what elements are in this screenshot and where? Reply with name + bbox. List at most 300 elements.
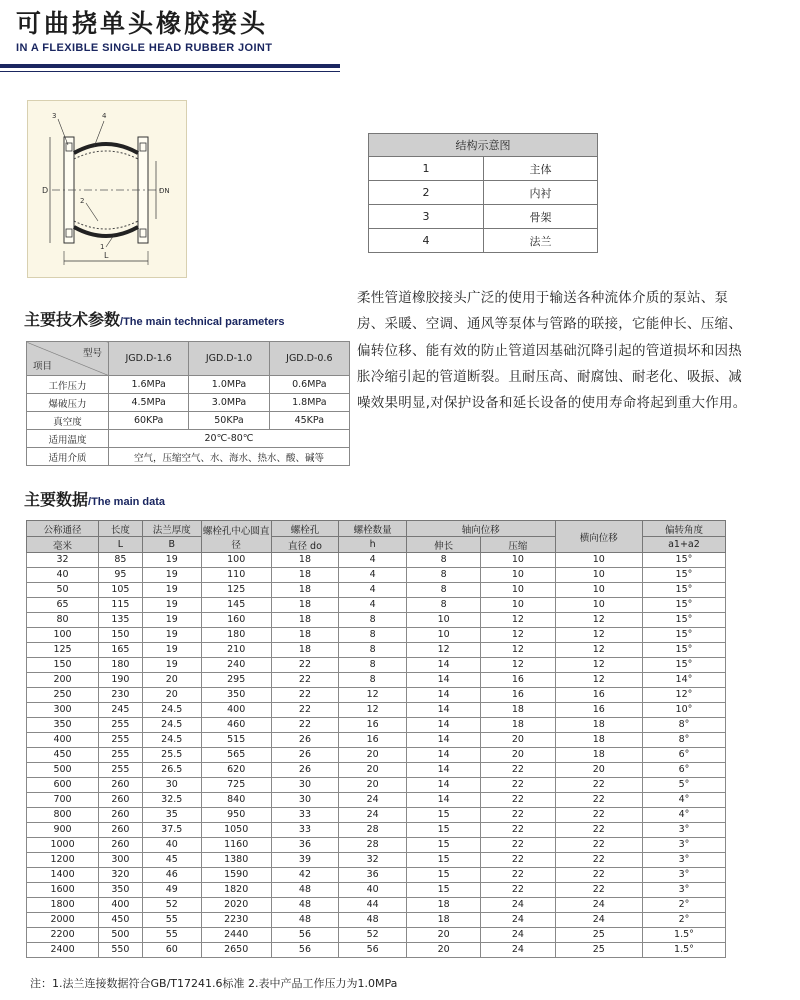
table-cell: 110 <box>201 568 271 583</box>
table-cell: 52 <box>339 928 407 943</box>
table-cell: 20 <box>142 688 201 703</box>
table-cell: 40 <box>339 883 407 898</box>
table-cell: 1400 <box>27 868 99 883</box>
table-cell: 160 <box>201 613 271 628</box>
table-cell: 12 <box>555 673 642 688</box>
table-cell: 46 <box>142 868 201 883</box>
table-cell: 460 <box>201 718 271 733</box>
table-cell: 2° <box>642 913 725 928</box>
table-cell: 550 <box>99 943 143 958</box>
diagram-label-3: 3 <box>52 112 57 120</box>
table-cell: 24.5 <box>142 718 201 733</box>
page-title: 可曲挠单头橡胶接头 <box>16 9 269 38</box>
footnote: 注：1.法兰连接数据符合GB/T17241.6标准 2.表中产品工作压力为1.0MPa <box>30 977 398 990</box>
table-cell: 56 <box>271 943 339 958</box>
table-row <box>27 778 726 793</box>
table-cell: 19 <box>142 598 201 613</box>
table-row: 4 法兰 <box>369 229 598 253</box>
table-cell: 150 <box>27 658 99 673</box>
table-cell: 800 <box>27 808 99 823</box>
table-cell: 20 <box>481 748 555 763</box>
table-cell: 5° <box>642 778 725 793</box>
table-row <box>27 898 726 913</box>
table-cell: 1200 <box>27 853 99 868</box>
model-header: JGD.D-0.6 <box>269 342 349 376</box>
table-cell: 48 <box>271 913 339 928</box>
table-cell: 15° <box>642 583 725 598</box>
table-row: 3 骨架 <box>369 205 598 229</box>
table-cell: 24.5 <box>142 733 201 748</box>
table-cell: 18 <box>555 748 642 763</box>
table-cell: 260 <box>99 823 143 838</box>
rubber-body-bottom <box>74 227 138 236</box>
table-row: 适用介质 空气，压缩空气、水、海水、热水、酸、碱等 <box>27 448 350 466</box>
table-cell: 10 <box>555 553 642 568</box>
table-cell: 18 <box>481 703 555 718</box>
table-cell: 125 <box>201 583 271 598</box>
table-cell: 20 <box>481 733 555 748</box>
table-cell: 22 <box>271 718 339 733</box>
table-cell: 25.5 <box>142 748 201 763</box>
table-cell: 255 <box>99 748 143 763</box>
table-cell: 18 <box>271 598 339 613</box>
table-cell: 36 <box>339 868 407 883</box>
table-cell: 22 <box>555 808 642 823</box>
table-cell: 3° <box>642 838 725 853</box>
table-cell: 32 <box>339 853 407 868</box>
table-cell: 2200 <box>27 928 99 943</box>
table-cell: 32.5 <box>142 793 201 808</box>
table-cell: 12 <box>481 628 555 643</box>
table-row <box>27 583 726 598</box>
table-cell: 210 <box>201 643 271 658</box>
table-cell: 135 <box>99 613 143 628</box>
table-cell: 37.5 <box>142 823 201 838</box>
table-cell: 4 <box>339 568 407 583</box>
table-cell: 18 <box>271 643 339 658</box>
table-cell: 18 <box>271 568 339 583</box>
table-cell: 14 <box>407 718 481 733</box>
table-cell: 22 <box>271 673 339 688</box>
table-cell: 26 <box>271 748 339 763</box>
table-cell: 145 <box>201 598 271 613</box>
table-cell: 19 <box>142 583 201 598</box>
table-cell: 320 <box>99 868 143 883</box>
table-cell: 4 <box>339 553 407 568</box>
table-cell: 12 <box>481 658 555 673</box>
table-cell: 3° <box>642 868 725 883</box>
table-cell: 250 <box>27 688 99 703</box>
table-cell: 6° <box>642 763 725 778</box>
table-cell: 52 <box>142 898 201 913</box>
table-cell: 22 <box>481 778 555 793</box>
table-cell: 12 <box>555 628 642 643</box>
table-cell: 725 <box>201 778 271 793</box>
table-cell: 42 <box>271 868 339 883</box>
table-cell: 105 <box>99 583 143 598</box>
table-cell: 2020 <box>201 898 271 913</box>
table-cell: 19 <box>142 658 201 673</box>
table-row <box>27 658 726 673</box>
table-cell: 900 <box>27 823 99 838</box>
table-cell: 2° <box>642 898 725 913</box>
model-header: JGD.D-1.0 <box>189 342 269 376</box>
table-cell: 15° <box>642 553 725 568</box>
table-cell: 165 <box>99 643 143 658</box>
table-cell: 20 <box>142 673 201 688</box>
table-cell: 15 <box>407 868 481 883</box>
table-cell: 1820 <box>201 883 271 898</box>
table-cell: 24 <box>481 913 555 928</box>
table-cell: 15° <box>642 598 725 613</box>
table-cell: 400 <box>27 733 99 748</box>
table-row <box>27 748 726 763</box>
table-cell: 12 <box>481 643 555 658</box>
title-block <box>16 8 336 54</box>
table-cell: 14 <box>407 733 481 748</box>
table-cell: 4° <box>642 808 725 823</box>
table-cell: 450 <box>99 913 143 928</box>
table-cell: 18 <box>271 613 339 628</box>
table-cell: 18 <box>407 898 481 913</box>
table-cell: 18 <box>271 553 339 568</box>
table-cell: 15° <box>642 613 725 628</box>
table-cell: 50 <box>27 583 99 598</box>
table-cell: 8 <box>407 598 481 613</box>
table-cell: 300 <box>99 853 143 868</box>
table-row <box>27 673 726 688</box>
table-cell: 25 <box>555 928 642 943</box>
table-cell: 1380 <box>201 853 271 868</box>
table-cell: 56 <box>339 943 407 958</box>
table-cell: 125 <box>27 643 99 658</box>
table-row: 2 内衬 <box>369 181 598 205</box>
table-cell: 28 <box>339 838 407 853</box>
table-cell: 14 <box>407 793 481 808</box>
table-cell: 3° <box>642 883 725 898</box>
table-cell: 14 <box>407 763 481 778</box>
table-row: 适用温度 20℃-80℃ <box>27 430 350 448</box>
table-row <box>27 688 726 703</box>
table-cell: 20 <box>407 943 481 958</box>
table-cell: 22 <box>555 838 642 853</box>
table-cell: 6° <box>642 748 725 763</box>
table-cell: 8 <box>339 613 407 628</box>
table-cell: 26.5 <box>142 763 201 778</box>
table-cell: 22 <box>555 778 642 793</box>
table-row <box>27 823 726 838</box>
model-header: JGD.D-1.6 <box>109 342 189 376</box>
table-cell: 8 <box>339 673 407 688</box>
table-cell: 35 <box>142 808 201 823</box>
structure-table-title: 结构示意图 <box>369 134 598 157</box>
table-cell: 10 <box>481 583 555 598</box>
table-cell: 33 <box>271 823 339 838</box>
table-cell: 8 <box>407 568 481 583</box>
table-cell: 22 <box>555 853 642 868</box>
table-cell: 3° <box>642 823 725 838</box>
table-cell: 240 <box>201 658 271 673</box>
table-cell: 15 <box>407 808 481 823</box>
corner-header: 型号 项目 <box>27 342 109 376</box>
table-row <box>27 838 726 853</box>
table-cell: 3° <box>642 853 725 868</box>
table-cell: 500 <box>99 928 143 943</box>
table-cell: 8 <box>339 628 407 643</box>
table-cell: 500 <box>27 763 99 778</box>
table-cell: 8 <box>339 643 407 658</box>
table-cell: 60 <box>142 943 201 958</box>
table-row <box>27 913 726 928</box>
table-cell: 26 <box>271 763 339 778</box>
table-row <box>27 943 726 958</box>
table-cell: 20 <box>339 778 407 793</box>
table-cell: 33 <box>271 808 339 823</box>
table-cell: 24 <box>481 943 555 958</box>
table-cell: 1.5° <box>642 943 725 958</box>
table-cell: 14 <box>407 703 481 718</box>
table-cell: 14° <box>642 673 725 688</box>
table-cell: 44 <box>339 898 407 913</box>
table-cell: 22 <box>555 823 642 838</box>
table-cell: 8 <box>407 583 481 598</box>
table-cell: 22 <box>481 853 555 868</box>
table-row <box>27 703 726 718</box>
table-cell: 1.5° <box>642 928 725 943</box>
table-cell: 22 <box>555 793 642 808</box>
table-cell: 19 <box>142 628 201 643</box>
rubber-joint-drawing <box>28 101 188 279</box>
table-row <box>27 643 726 658</box>
table-cell: 180 <box>99 658 143 673</box>
table-cell: 24 <box>555 913 642 928</box>
table-cell: 295 <box>201 673 271 688</box>
table-cell: 19 <box>142 613 201 628</box>
table-cell: 24 <box>481 898 555 913</box>
table-cell: 24 <box>481 928 555 943</box>
table-cell: 80 <box>27 613 99 628</box>
table-cell: 2400 <box>27 943 99 958</box>
table-cell: 180 <box>201 628 271 643</box>
table-cell: 22 <box>481 838 555 853</box>
table-cell: 30 <box>271 778 339 793</box>
title-rule <box>0 64 340 68</box>
table-row <box>27 553 726 568</box>
table-row: 工作压力 1.6MPa 1.0MPa 0.6MPa <box>27 376 350 394</box>
table-cell: 18 <box>555 718 642 733</box>
table-cell: 350 <box>201 688 271 703</box>
table-cell: 48 <box>339 913 407 928</box>
table-row <box>27 868 726 883</box>
table-cell: 24 <box>339 808 407 823</box>
table-cell: 22 <box>555 883 642 898</box>
table-cell: 30 <box>142 778 201 793</box>
diagram-label-2: 2 <box>80 197 85 205</box>
table-cell: 10 <box>555 568 642 583</box>
table-cell: 10 <box>407 613 481 628</box>
table-cell: 15° <box>642 658 725 673</box>
table-cell: 12 <box>339 703 407 718</box>
table-cell: 15 <box>407 838 481 853</box>
table-cell: 840 <box>201 793 271 808</box>
table-cell: 8° <box>642 718 725 733</box>
table-cell: 255 <box>99 718 143 733</box>
table-cell: 350 <box>27 718 99 733</box>
table-cell: 620 <box>201 763 271 778</box>
tech-section-title: 主要技术参数/The main technical parameters <box>24 310 285 329</box>
diagram-label-D: D <box>42 186 49 195</box>
table-cell: 10 <box>555 598 642 613</box>
table-cell: 260 <box>99 793 143 808</box>
table-cell: 4 <box>339 598 407 613</box>
table-cell: 45 <box>142 853 201 868</box>
page-subtitle: IN A FLEXIBLE SINGLE HEAD RUBBER JOINT <box>16 42 273 54</box>
table-row <box>27 808 726 823</box>
table-cell: 15 <box>407 853 481 868</box>
table-cell: 26 <box>271 733 339 748</box>
table-cell: 10 <box>481 553 555 568</box>
table-cell: 19 <box>142 643 201 658</box>
table-cell: 12 <box>339 688 407 703</box>
table-cell: 14 <box>407 658 481 673</box>
table-cell: 55 <box>142 913 201 928</box>
table-cell: 49 <box>142 883 201 898</box>
table-cell: 19 <box>142 553 201 568</box>
table-cell: 260 <box>99 838 143 853</box>
table-row: 1 主体 <box>369 157 598 181</box>
table-cell: 24.5 <box>142 703 201 718</box>
table-cell: 8 <box>339 658 407 673</box>
table-cell: 2000 <box>27 913 99 928</box>
table-cell: 15 <box>407 883 481 898</box>
diagram-label-1: 1 <box>100 243 105 251</box>
table-cell: 22 <box>481 823 555 838</box>
table-cell: 16 <box>555 688 642 703</box>
table-cell: 16 <box>481 673 555 688</box>
table-cell: 350 <box>99 883 143 898</box>
table-cell: 230 <box>99 688 143 703</box>
table-cell: 300 <box>27 703 99 718</box>
table-cell: 260 <box>99 808 143 823</box>
table-cell: 1590 <box>201 868 271 883</box>
table-cell: 400 <box>201 703 271 718</box>
table-cell: 2230 <box>201 913 271 928</box>
table-row <box>27 598 726 613</box>
table-cell: 15° <box>642 628 725 643</box>
table-cell: 600 <box>27 778 99 793</box>
structure-table <box>368 133 598 253</box>
table-row: 真空度 60KPa 50KPa 45KPa <box>27 412 350 430</box>
table-row <box>27 763 726 778</box>
table-cell: 95 <box>99 568 143 583</box>
table-cell: 245 <box>99 703 143 718</box>
table-cell: 22 <box>481 883 555 898</box>
title-rule-thin <box>0 71 340 72</box>
table-cell: 36 <box>271 838 339 853</box>
table-row <box>27 793 726 808</box>
table-cell: 14 <box>407 748 481 763</box>
table-cell: 25 <box>555 943 642 958</box>
table-cell: 12 <box>555 613 642 628</box>
table-cell: 18 <box>271 628 339 643</box>
table-cell: 48 <box>271 883 339 898</box>
table-cell: 65 <box>27 598 99 613</box>
table-cell: 2650 <box>201 943 271 958</box>
table-cell: 400 <box>99 898 143 913</box>
table-cell: 14 <box>407 673 481 688</box>
table-cell: 14 <box>407 688 481 703</box>
table-cell: 16 <box>555 703 642 718</box>
table-cell: 40 <box>142 838 201 853</box>
table-cell: 16 <box>481 688 555 703</box>
table-cell: 56 <box>271 928 339 943</box>
table-cell: 22 <box>271 688 339 703</box>
table-cell: 255 <box>99 763 143 778</box>
table-cell: 22 <box>481 793 555 808</box>
table-cell: 515 <box>201 733 271 748</box>
table-cell: 18 <box>481 718 555 733</box>
table-cell: 24 <box>339 793 407 808</box>
table-cell: 55 <box>142 928 201 943</box>
table-cell: 450 <box>27 748 99 763</box>
table-cell: 10 <box>481 568 555 583</box>
table-cell: 48 <box>271 898 339 913</box>
table-cell: 190 <box>99 673 143 688</box>
table-cell: 565 <box>201 748 271 763</box>
table-cell: 16 <box>339 733 407 748</box>
table-cell: 4° <box>642 793 725 808</box>
table-row <box>27 718 726 733</box>
tech-params-table <box>26 341 350 466</box>
table-row <box>27 928 726 943</box>
table-row <box>27 733 726 748</box>
table-cell: 18 <box>555 733 642 748</box>
table-cell: 39 <box>271 853 339 868</box>
table-cell: 10 <box>555 583 642 598</box>
rubber-body-top <box>74 144 138 153</box>
table-cell: 14 <box>407 778 481 793</box>
table-cell: 22 <box>271 703 339 718</box>
product-description: 柔性管道橡胶接头广泛的使用于输送各种流体介质的泵站、泵房、采暖、空调、通风等泵体与管路的联接，它能伸长、压缩、偏转位移、能有效的防止管道因基础沉降引起的管道损坏和因热胀冷缩引起的管道断裂。且耐压高、耐腐蚀、耐老化、吸振、减噪效果明显,对保护设备和延长设备的使用寿命将起到重大作用。 <box>357 290 747 412</box>
table-row <box>27 613 726 628</box>
table-cell: 28 <box>339 823 407 838</box>
table-cell: 12° <box>642 688 725 703</box>
table-cell: 15° <box>642 568 725 583</box>
table-row <box>27 568 726 583</box>
table-row <box>27 628 726 643</box>
table-cell: 20 <box>407 928 481 943</box>
table-cell: 115 <box>99 598 143 613</box>
table-cell: 2440 <box>201 928 271 943</box>
table-cell: 1160 <box>201 838 271 853</box>
main-data-section-title: 主要数据/The main data <box>24 490 166 509</box>
table-cell: 10° <box>642 703 725 718</box>
table-cell: 22 <box>481 808 555 823</box>
table-cell: 22 <box>481 868 555 883</box>
table-cell: 1050 <box>201 823 271 838</box>
table-cell: 12 <box>407 643 481 658</box>
table-cell: 12 <box>555 643 642 658</box>
table-cell: 16 <box>339 718 407 733</box>
table-row <box>27 883 726 898</box>
table-cell: 8° <box>642 733 725 748</box>
table-cell: 1800 <box>27 898 99 913</box>
structure-diagram <box>27 100 187 278</box>
table-cell: 15° <box>642 643 725 658</box>
table-cell: 260 <box>99 778 143 793</box>
table-cell: 32 <box>27 553 99 568</box>
table-cell: 10 <box>481 598 555 613</box>
